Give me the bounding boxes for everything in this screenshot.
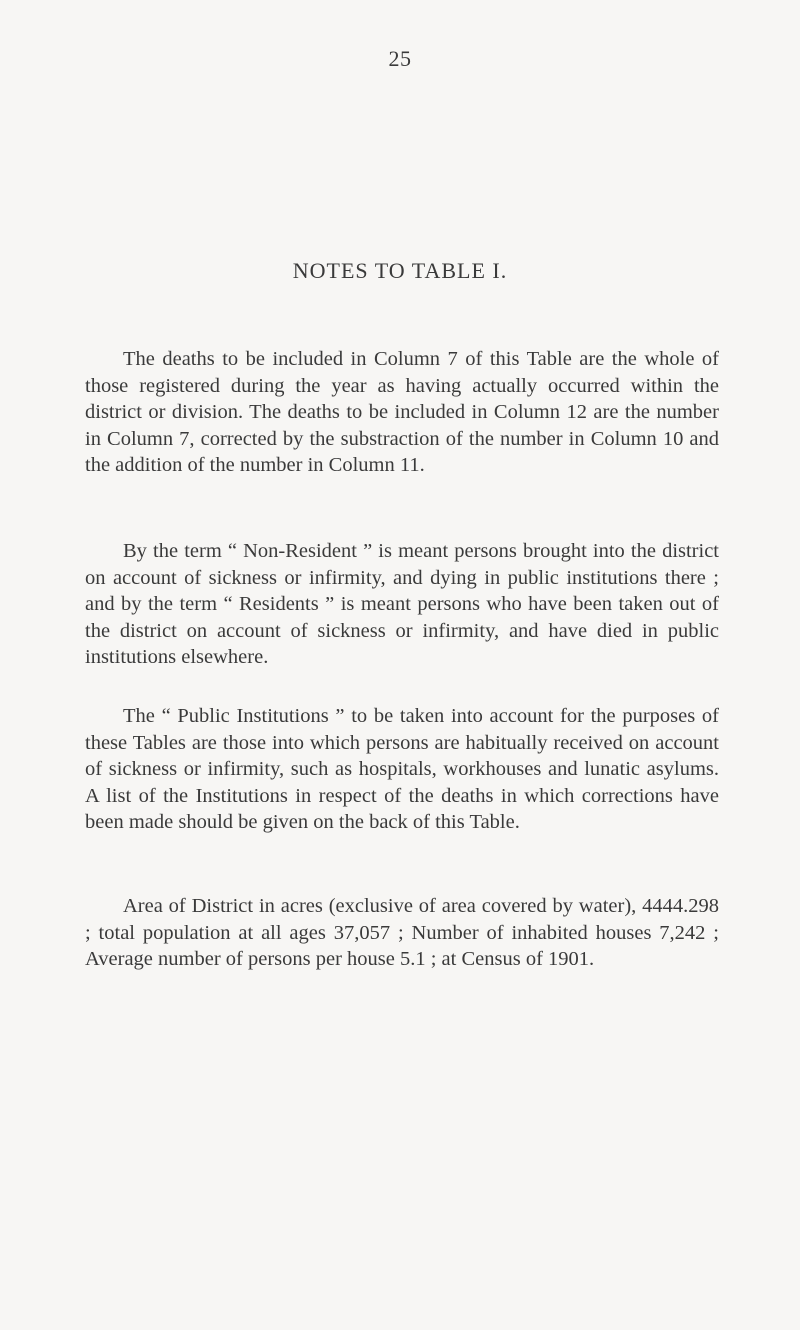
paragraph-public-institutions: The “ Public Institutions ” to be taken into account for the purposes of these Tables are those into which persons are habitually received on account of sickness or infirmity, such as hospitals, workhouses and lunatic asylums. A list of the Institutions in respect of the deaths in which corrections have been made should be given on the back of this Table. — [85, 705, 719, 833]
page-number: 25 — [388, 46, 412, 71]
paragraph-deaths-columns: The deaths to be included in Column 7 of this Table are the whole of those registered during the year as having actually occurred within the district or division. The deaths to be included in Column 12 are the number in Column 7, corrected by the substraction of the number in Column 10 and the addition of the number in Column 11. — [85, 348, 719, 476]
page-heading: NOTES TO TABLE I. — [292, 258, 508, 283]
paragraph-non-resident: By the term “ Non-Resident ” is meant persons brought into the district on account of sickness or infirmity, and dying in public institutions there ; and by the term “ Residents ” is meant persons who have been taken out of the district on account of sickness or infirmity, and have died in public institutions elsewhere. — [85, 540, 719, 668]
paragraph-area-population: Area of District in acres (exclusive of area covered by water), 4444.298 ; total population at all ages 37,057 ; Number of inhabited houses 7,242 ; Average number of persons per house 5.1 ; at Census of 1901. — [85, 895, 719, 970]
